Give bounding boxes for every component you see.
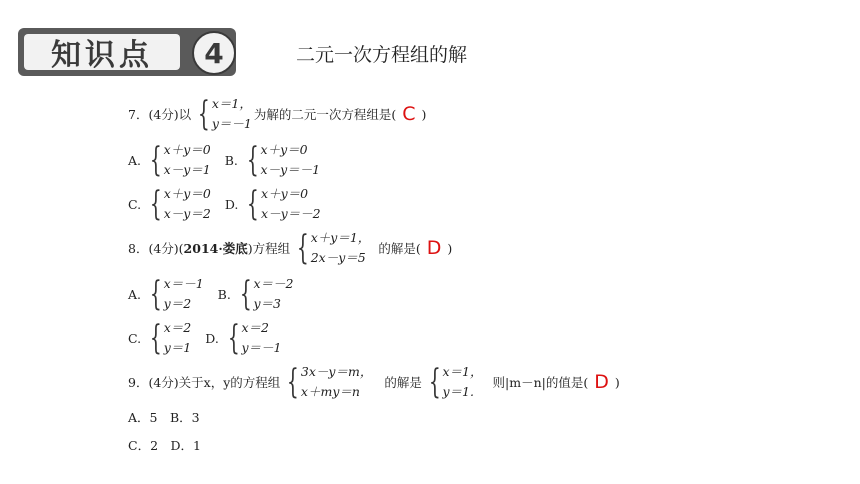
q7-option-b-label: B. — [224, 152, 238, 168]
q8-option-b-eq2: y＝3 — [253, 296, 281, 311]
q7-option-a: { x＋y＝0 x－y＝1 — [149, 140, 211, 180]
q7-option-c: { x＋y＝0 x－y＝2 — [149, 184, 211, 224]
q8-option-d-label: D. — [205, 330, 219, 346]
q8-text: 的解是( — [378, 241, 421, 256]
q8-number: 8．(4分)( — [128, 241, 184, 256]
q7-system: { x＝1， y＝－1 — [198, 94, 252, 134]
q9-sol2: y＝1. — [442, 384, 474, 399]
q7-option-b-eq1: x＋y＝0 — [260, 142, 308, 157]
q7-option-b-eq2: x－y＝－1 — [260, 162, 321, 177]
q7-text: 为解的二元一次方程组是( — [253, 107, 397, 122]
q8-option-a-label: A. — [128, 286, 142, 302]
q7-option-d-eq1: x＋y＝0 — [261, 186, 309, 201]
section-badge — [18, 28, 236, 76]
q8-option-a-eq1: x＝－1 — [163, 276, 204, 291]
q8-options-row2 — [128, 318, 283, 358]
q9-solution: { x＝1， y＝1. — [428, 362, 483, 402]
q8-option-b-eq1: x＝－2 — [253, 276, 294, 291]
q8-option-c-eq2: y＝1 — [163, 340, 192, 355]
q8-close: ) — [447, 240, 453, 256]
q9-eq2: x＋my＝n — [300, 384, 360, 399]
question-8 — [128, 228, 452, 268]
q7-eq1: x＝1， — [211, 96, 252, 111]
q8-option-c: { x＝2 y＝1 — [149, 318, 192, 358]
q7-option-d-label: D. — [224, 196, 239, 212]
q9-options-row1: A．5 B．3 — [128, 410, 200, 425]
q7-number: 7．(4分)以 — [128, 107, 192, 122]
q7-option-d-eq2: x－y＝－2 — [261, 206, 321, 221]
badge-label: 知识点 — [24, 34, 180, 70]
q7-option-a-eq1: x＋y＝0 — [163, 142, 211, 157]
q9-text: 则|m－n|的值是( — [492, 375, 589, 390]
q8-option-d: { x＝2 y＝－1 — [227, 318, 282, 358]
q8-option-c-eq1: x＝2 — [163, 320, 192, 335]
q8-text-pre: )方程组 — [247, 241, 291, 256]
q8-eq1: x＋y＝1， — [310, 230, 371, 245]
q7-option-c-eq2: x－y＝2 — [163, 206, 211, 221]
q9-answer: D — [594, 371, 609, 393]
q8-option-b: { x＝－2 y＝3 — [239, 274, 294, 314]
q7-option-b: { x＋y＝0 x－y＝－1 — [246, 140, 321, 180]
q8-answer: D — [426, 237, 442, 259]
q8-option-d-eq2: y＝－1 — [241, 340, 282, 355]
q9-number: 9．(4分)关于x，y的方程组 — [128, 375, 281, 390]
q8-option-a: { x＝－1 y＝2 — [149, 274, 204, 314]
q7-option-a-label: A. — [128, 152, 142, 168]
q9-close: ) — [614, 374, 620, 390]
q9-options-row2: C．2 D．1 — [128, 438, 201, 453]
question-9 — [128, 362, 620, 402]
section-title: 二元一次方程组的解 — [296, 44, 468, 66]
q7-option-a-eq2: x－y＝1 — [163, 162, 211, 177]
q7-option-d: { x＋y＝0 x－y＝－2 — [247, 184, 321, 224]
q8-options-row1 — [128, 274, 296, 314]
q9-eq1: 3x－y＝m， — [300, 364, 373, 379]
q7-option-c-label: C. — [128, 196, 142, 212]
q8-source: 2014·娄底 — [183, 241, 248, 256]
q7-eq2: y＝－1 — [211, 116, 252, 131]
q9-text-mid: 的解是 — [384, 375, 422, 390]
q7-close: ) — [421, 106, 427, 122]
badge-number: 4 — [192, 31, 236, 75]
q8-option-d-eq1: x＝2 — [241, 320, 269, 335]
q8-option-a-eq2: y＝2 — [163, 296, 192, 311]
q9-sol1: x＝1， — [442, 364, 483, 379]
q7-option-c-eq1: x＋y＝0 — [163, 186, 211, 201]
question-7 — [128, 94, 426, 134]
q7-options-row1 — [128, 140, 322, 180]
q9-system: { 3x－y＝m， x＋my＝n — [287, 362, 373, 402]
q8-eq2: 2x－y＝5 — [310, 250, 366, 265]
q8-system: { x＋y＝1， 2x－y＝5 — [296, 228, 371, 268]
q7-options-row2 — [128, 184, 323, 224]
q8-option-b-label: B. — [217, 286, 231, 302]
q8-option-c-label: C. — [128, 330, 142, 346]
q7-answer: C — [402, 103, 416, 125]
